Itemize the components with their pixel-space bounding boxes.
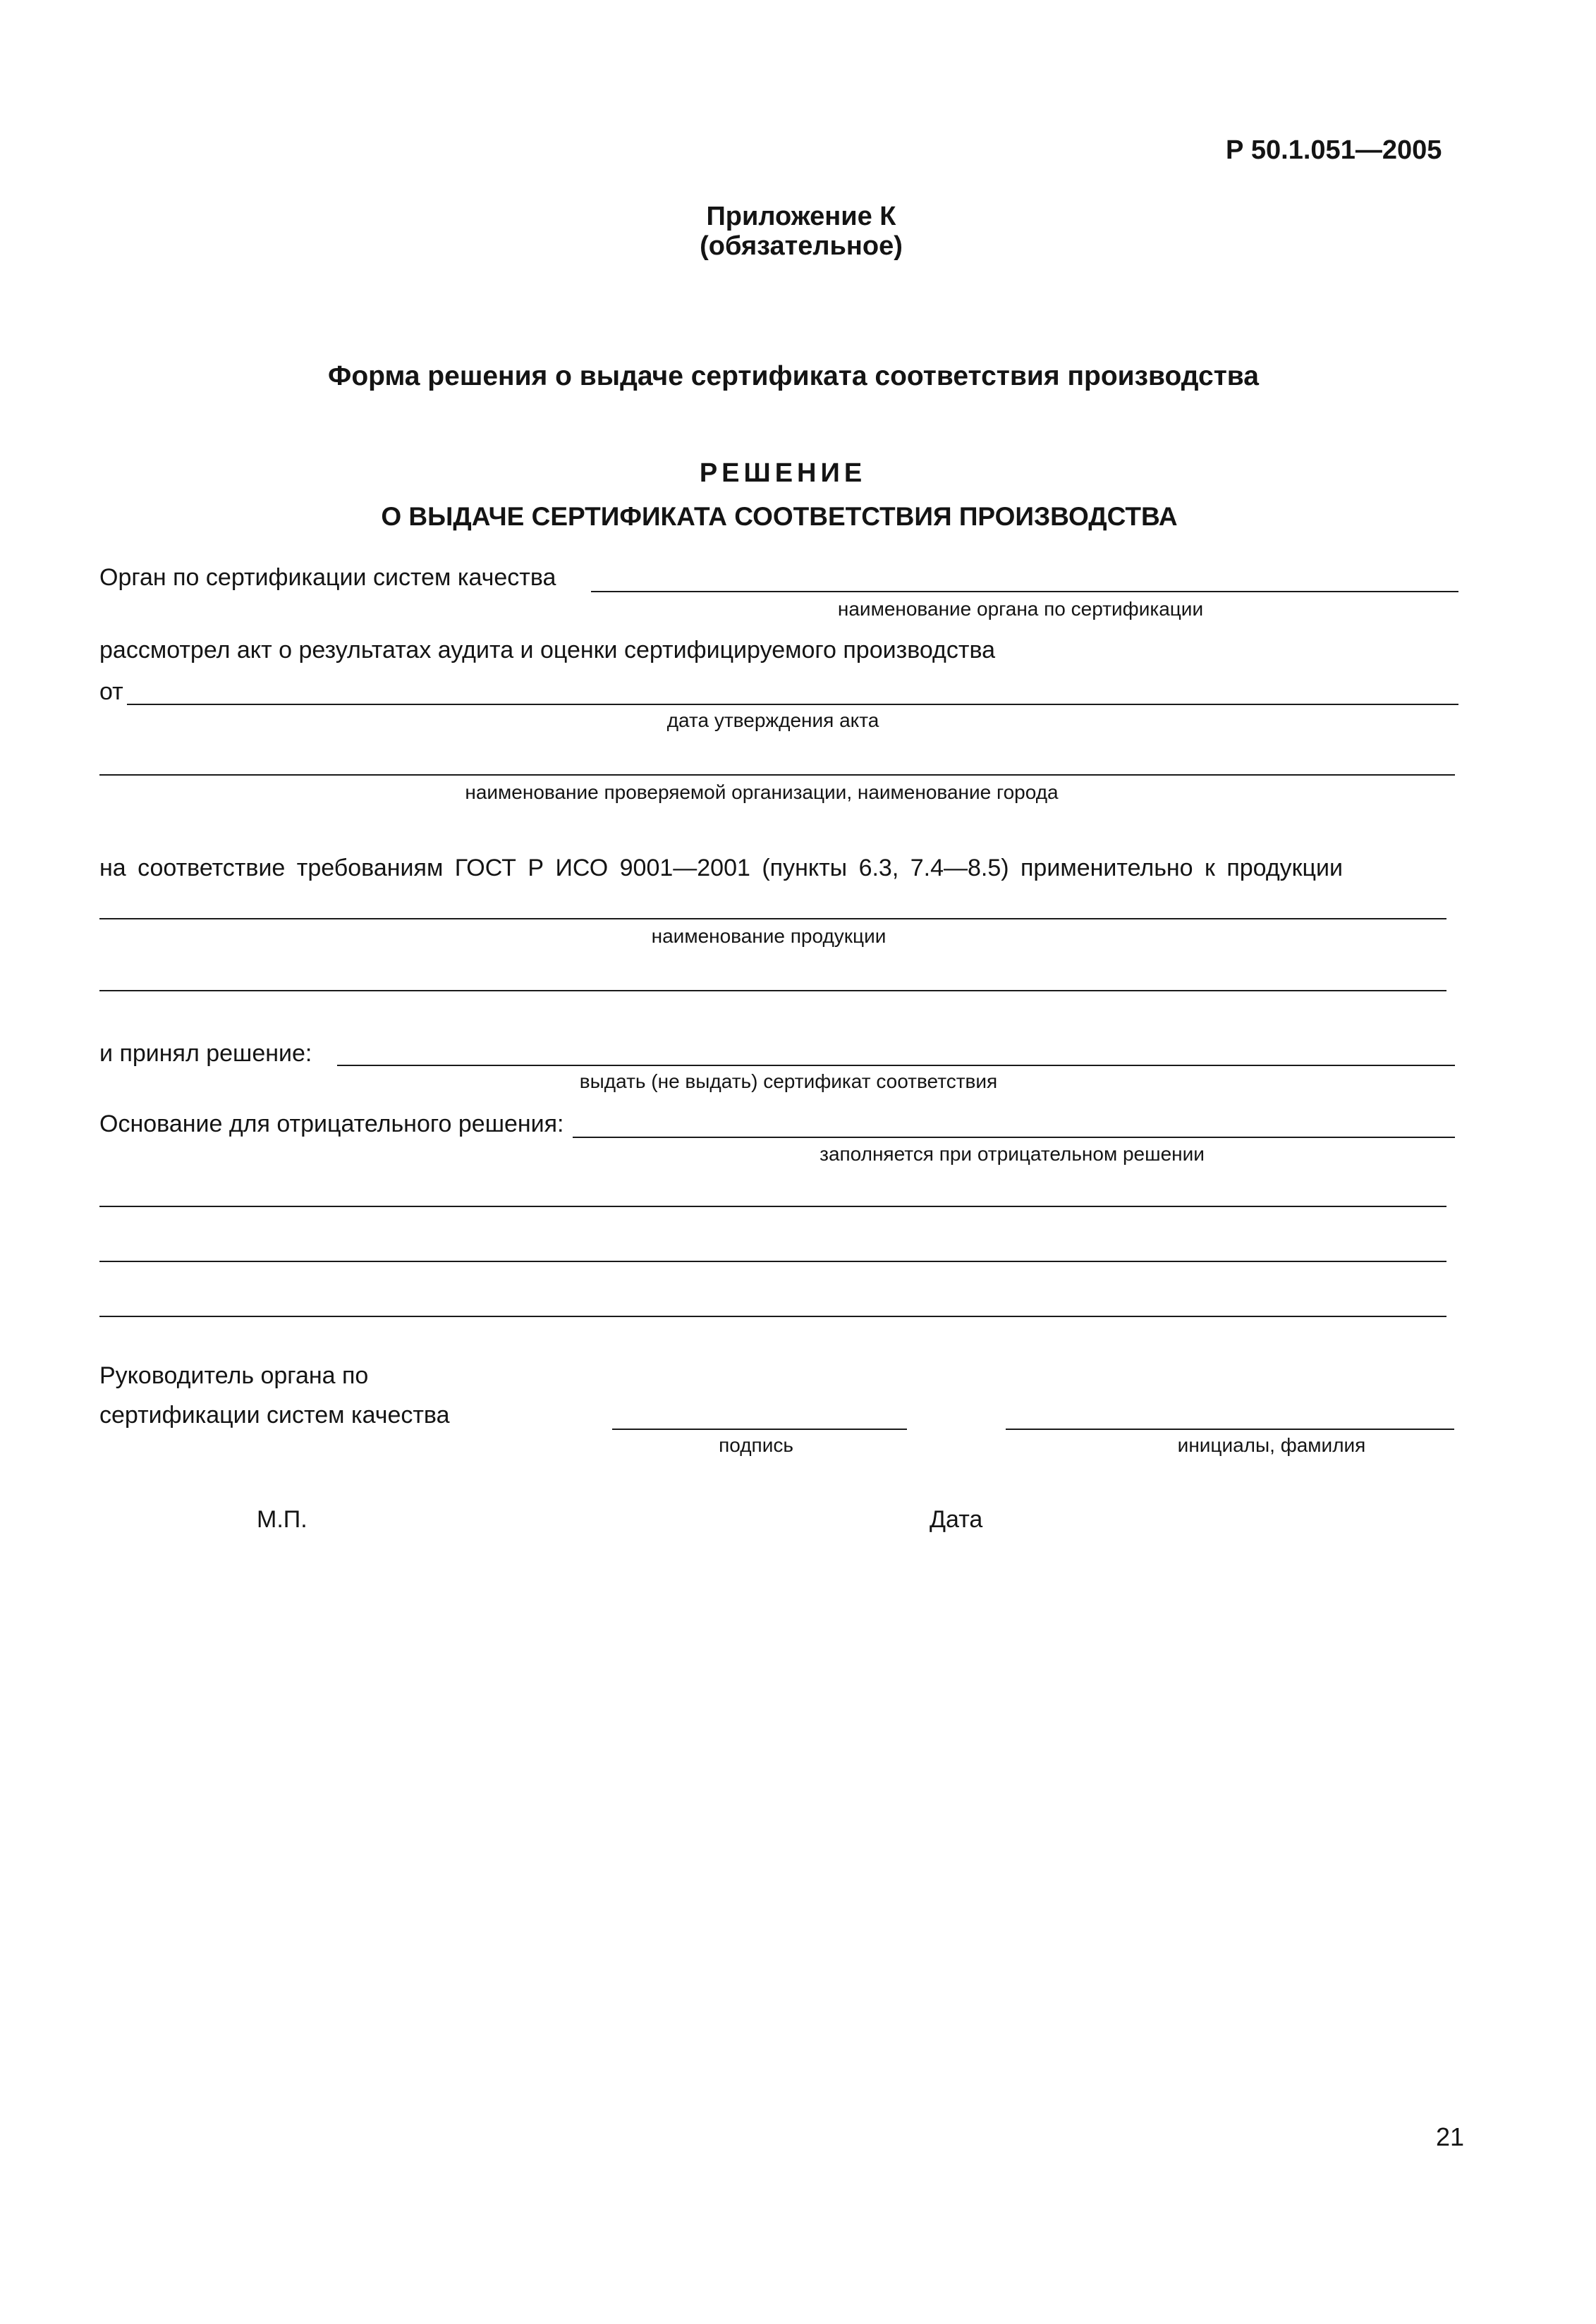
negative-reason-field-line-4[interactable] xyxy=(99,1316,1446,1317)
act-date-hint: дата утверждения акта xyxy=(666,709,879,731)
product-field[interactable] xyxy=(99,918,1446,919)
form-title: Форма решения о выдаче сертификата соответствия производства xyxy=(328,361,1259,391)
signature-field[interactable] xyxy=(612,1429,907,1430)
decision-title: РЕШЕНИЕ xyxy=(699,458,867,488)
decision-field[interactable] xyxy=(337,1065,1455,1066)
negative-reason-label: Основание для отрицательного решения: xyxy=(99,1111,564,1137)
negative-reason-field[interactable] xyxy=(573,1137,1455,1138)
decision-subtitle: О ВЫДАЧЕ СЕРТИФИКАТА СООТВЕТСТВИЯ ПРОИЗВОДСТВА xyxy=(381,502,1178,531)
negative-reason-hint: заполняется при отрицательном решении xyxy=(820,1143,1205,1165)
seal-label: М.П. xyxy=(257,1506,307,1533)
negative-reason-field-line-3[interactable] xyxy=(99,1261,1446,1262)
head-title-line-1: Руководитель органа по xyxy=(99,1362,369,1389)
organization-field[interactable] xyxy=(99,774,1455,776)
organ-name-hint: наименование органа по сертификации xyxy=(837,598,1204,620)
product-hint: наименование продукции xyxy=(651,925,887,947)
decision-label: и принял решение: xyxy=(99,1040,312,1067)
organization-hint: наименование проверяемой организации, наименование города xyxy=(465,781,1059,803)
annex-title: Приложение К xyxy=(706,202,896,231)
name-hint: инициалы, фамилия xyxy=(1177,1434,1366,1456)
name-field[interactable] xyxy=(1006,1429,1454,1430)
decision-hint: выдать (не выдать) сертификат соответствия xyxy=(579,1070,998,1092)
negative-reason-field-line-2[interactable] xyxy=(99,1206,1446,1207)
reviewed-text: рассмотрел акт о результатах аудита и оценки сертифицируемого производства xyxy=(99,637,996,663)
act-date-field[interactable] xyxy=(127,704,1458,705)
annex-status: (обязательное) xyxy=(700,231,903,261)
page-number: 21 xyxy=(1436,2122,1465,2151)
from-label: от xyxy=(99,678,123,705)
document-number: Р 50.1.051—2005 xyxy=(1226,135,1442,165)
date-label: Дата xyxy=(930,1506,983,1533)
head-title-line-2: сертификации систем качества xyxy=(99,1402,450,1429)
signature-hint: подпись xyxy=(719,1434,793,1456)
organ-name-field[interactable] xyxy=(591,591,1458,592)
organ-label: Орган по сертификации систем качества xyxy=(99,564,556,591)
product-field-continued[interactable] xyxy=(99,990,1446,991)
compliance-text: на соответствие требованиям ГОСТ Р ИСО 9001—2001 (пункты 6.3, 7.4—8.5) применительно к продукции xyxy=(99,855,1344,881)
